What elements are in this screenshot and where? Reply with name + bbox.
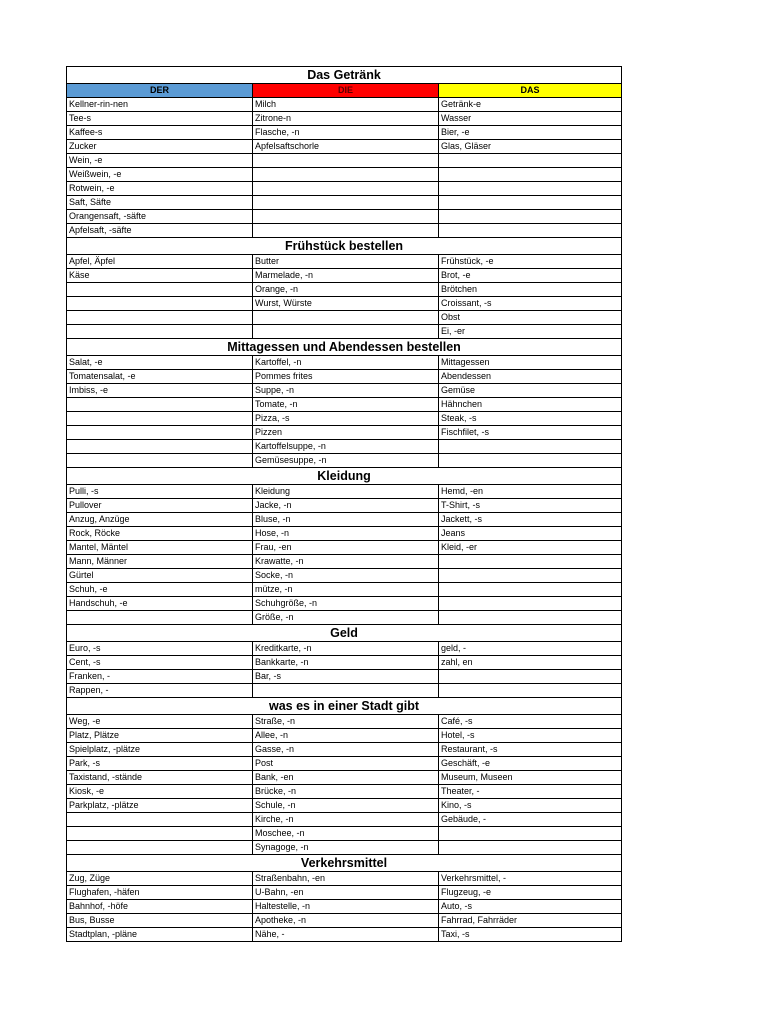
cell-das	[439, 224, 622, 238]
column-header-der: DER	[67, 84, 253, 98]
cell-das: Fahrrad, Fahrräder	[439, 914, 622, 928]
cell-das: Jeans	[439, 527, 622, 541]
cell-die: Krawatte, -n	[253, 555, 439, 569]
cell-die: Straßenbahn, -en	[253, 872, 439, 886]
cell-das: Wasser	[439, 112, 622, 126]
cell-die: Kartoffel, -n	[253, 356, 439, 370]
cell-der: Kaffee-s	[67, 126, 253, 140]
table-row	[67, 283, 622, 297]
table-row	[67, 311, 622, 325]
table-row	[67, 154, 622, 168]
cell-die: Bar, -s	[253, 670, 439, 684]
section-title-row	[67, 339, 622, 356]
cell-die: Bluse, -n	[253, 513, 439, 527]
cell-die: Suppe, -n	[253, 384, 439, 398]
cell-das: Obst	[439, 311, 622, 325]
cell-das: Gemüse	[439, 384, 622, 398]
cell-die: Milch	[253, 98, 439, 112]
section-title-row	[67, 698, 622, 715]
cell-das: T-Shirt, -s	[439, 499, 622, 513]
cell-das: Flugzeug, -e	[439, 886, 622, 900]
table-row	[67, 813, 622, 827]
cell-das	[439, 196, 622, 210]
cell-die: mütze, -n	[253, 583, 439, 597]
cell-die: Größe, -n	[253, 611, 439, 625]
cell-der: Rock, Röcke	[67, 527, 253, 541]
cell-die: Marmelade, -n	[253, 269, 439, 283]
table-row	[67, 454, 622, 468]
cell-die: Bankkarte, -n	[253, 656, 439, 670]
section-title: Mittagessen und Abendessen bestellen	[67, 339, 622, 356]
cell-das: Auto, -s	[439, 900, 622, 914]
table-row	[67, 757, 622, 771]
cell-die: Haltestelle, -n	[253, 900, 439, 914]
section-title-row	[67, 238, 622, 255]
cell-der: Wein, -e	[67, 154, 253, 168]
cell-der: Pullover	[67, 499, 253, 513]
cell-die: Apfelsaftschorle	[253, 140, 439, 154]
cell-das	[439, 611, 622, 625]
cell-der: Taxistand, -stände	[67, 771, 253, 785]
cell-die: Brücke, -n	[253, 785, 439, 799]
cell-der: Saft, Säfte	[67, 196, 253, 210]
table-row	[67, 325, 622, 339]
cell-das	[439, 597, 622, 611]
cell-der	[67, 283, 253, 297]
table-row	[67, 440, 622, 454]
section-title: Geld	[67, 625, 622, 642]
cell-das	[439, 583, 622, 597]
cell-die: Frau, -en	[253, 541, 439, 555]
table-row	[67, 583, 622, 597]
table-row	[67, 140, 622, 154]
table-row	[67, 541, 622, 555]
cell-das	[439, 684, 622, 698]
cell-der: Handschuh, -e	[67, 597, 253, 611]
table-row	[67, 886, 622, 900]
section-title-row	[67, 67, 622, 84]
cell-die: Straße, -n	[253, 715, 439, 729]
section-title-row	[67, 468, 622, 485]
cell-die: Butter	[253, 255, 439, 269]
table-row	[67, 684, 622, 698]
table-row	[67, 98, 622, 112]
cell-das	[439, 827, 622, 841]
column-header-die: DIE	[253, 84, 439, 98]
table-row	[67, 715, 622, 729]
cell-das	[439, 841, 622, 855]
cell-die: Post	[253, 757, 439, 771]
column-header-row	[67, 84, 622, 98]
cell-die: Nähe, -	[253, 928, 439, 942]
cell-der: Bus, Busse	[67, 914, 253, 928]
cell-der: Apfel, Äpfel	[67, 255, 253, 269]
cell-das: Hotel, -s	[439, 729, 622, 743]
cell-der	[67, 412, 253, 426]
cell-das: Fischfilet, -s	[439, 426, 622, 440]
section-title: Verkehrsmittel	[67, 855, 622, 872]
cell-die: Bank, -en	[253, 771, 439, 785]
table-row	[67, 729, 622, 743]
cell-das: geld, -	[439, 642, 622, 656]
table-row	[67, 485, 622, 499]
cell-das: zahl, en	[439, 656, 622, 670]
cell-die	[253, 325, 439, 339]
cell-die: Socke, -n	[253, 569, 439, 583]
cell-das: Jackett, -s	[439, 513, 622, 527]
table-row	[67, 611, 622, 625]
table-row	[67, 297, 622, 311]
cell-die: Gasse, -n	[253, 743, 439, 757]
cell-die: Schule, -n	[253, 799, 439, 813]
cell-die: Gemüsesuppe, -n	[253, 454, 439, 468]
table-row	[67, 914, 622, 928]
table-row	[67, 555, 622, 569]
cell-das: Brot, -e	[439, 269, 622, 283]
cell-der: Parkplatz, -plätze	[67, 799, 253, 813]
table-row	[67, 499, 622, 513]
cell-der: Park, -s	[67, 757, 253, 771]
table-row	[67, 569, 622, 583]
column-header-das: DAS	[439, 84, 622, 98]
cell-der	[67, 297, 253, 311]
cell-die: Kirche, -n	[253, 813, 439, 827]
cell-die	[253, 182, 439, 196]
cell-der	[67, 325, 253, 339]
table-row	[67, 513, 622, 527]
section-title: Kleidung	[67, 468, 622, 485]
cell-die: U-Bahn, -en	[253, 886, 439, 900]
cell-das: Taxi, -s	[439, 928, 622, 942]
cell-das: Theater, -	[439, 785, 622, 799]
cell-die: Moschee, -n	[253, 827, 439, 841]
cell-die: Apotheke, -n	[253, 914, 439, 928]
table-row	[67, 398, 622, 412]
table-row	[67, 771, 622, 785]
cell-der: Rotwein, -e	[67, 182, 253, 196]
cell-der: Schuh, -e	[67, 583, 253, 597]
cell-das	[439, 182, 622, 196]
cell-die	[253, 311, 439, 325]
cell-der	[67, 813, 253, 827]
cell-die: Jacke, -n	[253, 499, 439, 513]
table-row	[67, 412, 622, 426]
cell-die: Synagoge, -n	[253, 841, 439, 855]
cell-der: Zucker	[67, 140, 253, 154]
cell-der: Käse	[67, 269, 253, 283]
cell-die: Tomate, -n	[253, 398, 439, 412]
cell-der: Weg, -e	[67, 715, 253, 729]
table-row	[67, 597, 622, 611]
cell-der: Apfelsaft, -säfte	[67, 224, 253, 238]
cell-das	[439, 670, 622, 684]
cell-der: Kiosk, -e	[67, 785, 253, 799]
cell-der: Zug, Züge	[67, 872, 253, 886]
cell-der: Mantel, Mäntel	[67, 541, 253, 555]
cell-der: Tee-s	[67, 112, 253, 126]
cell-das: Hemd, -en	[439, 485, 622, 499]
section-title: was es in einer Stadt gibt	[67, 698, 622, 715]
table-row	[67, 196, 622, 210]
table-row	[67, 269, 622, 283]
cell-das: Museum, Museen	[439, 771, 622, 785]
cell-das: Café, -s	[439, 715, 622, 729]
cell-die: Allee, -n	[253, 729, 439, 743]
cell-der	[67, 426, 253, 440]
cell-das: Steak, -s	[439, 412, 622, 426]
cell-die	[253, 684, 439, 698]
cell-der	[67, 454, 253, 468]
cell-die: Pizza, -s	[253, 412, 439, 426]
table-row	[67, 112, 622, 126]
cell-die	[253, 210, 439, 224]
cell-das: Verkehrsmittel, -	[439, 872, 622, 886]
cell-die: Pommes frites	[253, 370, 439, 384]
cell-der: Franken, -	[67, 670, 253, 684]
cell-das: Abendessen	[439, 370, 622, 384]
cell-der: Weißwein, -e	[67, 168, 253, 182]
cell-das	[439, 154, 622, 168]
cell-der	[67, 841, 253, 855]
cell-die: Hose, -n	[253, 527, 439, 541]
cell-der	[67, 311, 253, 325]
cell-der: Platz, Plätze	[67, 729, 253, 743]
cell-die: Wurst, Würste	[253, 297, 439, 311]
table-row	[67, 527, 622, 541]
cell-das	[439, 569, 622, 583]
cell-der: Stadtplan, -pläne	[67, 928, 253, 942]
cell-der: Tomatensalat, -e	[67, 370, 253, 384]
cell-das: Kleid, -er	[439, 541, 622, 555]
table-row	[67, 224, 622, 238]
cell-das: Kino, -s	[439, 799, 622, 813]
cell-das: Glas, Gläser	[439, 140, 622, 154]
table-row	[67, 743, 622, 757]
cell-die: Zitrone-n	[253, 112, 439, 126]
cell-der	[67, 440, 253, 454]
table-row	[67, 642, 622, 656]
table-row	[67, 255, 622, 269]
cell-das	[439, 210, 622, 224]
cell-das: Gebäude, -	[439, 813, 622, 827]
cell-der: Pulli, -s	[67, 485, 253, 499]
section-title-row	[67, 855, 622, 872]
table-row	[67, 356, 622, 370]
cell-das: Brötchen	[439, 283, 622, 297]
cell-die: Orange, -n	[253, 283, 439, 297]
cell-der: Flughafen, -häfen	[67, 886, 253, 900]
cell-der: Spielplatz, -plätze	[67, 743, 253, 757]
cell-der	[67, 827, 253, 841]
cell-der	[67, 611, 253, 625]
table-row	[67, 670, 622, 684]
cell-die: Kleidung	[253, 485, 439, 499]
cell-die	[253, 154, 439, 168]
cell-das: Ei, -er	[439, 325, 622, 339]
cell-das: Frühstück, -e	[439, 255, 622, 269]
cell-der: Bahnhof, -höfe	[67, 900, 253, 914]
cell-das: Getränk-e	[439, 98, 622, 112]
cell-das: Croissant, -s	[439, 297, 622, 311]
table-row	[67, 900, 622, 914]
cell-das	[439, 440, 622, 454]
section-title-row	[67, 625, 622, 642]
table-row	[67, 827, 622, 841]
table-row	[67, 872, 622, 886]
table-row	[67, 928, 622, 942]
cell-das: Restaurant, -s	[439, 743, 622, 757]
cell-das: Mittagessen	[439, 356, 622, 370]
table-row	[67, 426, 622, 440]
cell-die: Pizzen	[253, 426, 439, 440]
cell-das	[439, 168, 622, 182]
cell-die: Schuhgröße, -n	[253, 597, 439, 611]
cell-die: Kreditkarte, -n	[253, 642, 439, 656]
section-title: Das Getränk	[67, 67, 622, 84]
table-row	[67, 785, 622, 799]
table-row	[67, 841, 622, 855]
cell-der: Rappen, -	[67, 684, 253, 698]
cell-der: Imbiss, -e	[67, 384, 253, 398]
table-row	[67, 182, 622, 196]
cell-die	[253, 168, 439, 182]
table-row	[67, 210, 622, 224]
table-row	[67, 126, 622, 140]
cell-der: Anzug, Anzüge	[67, 513, 253, 527]
cell-der: Euro, -s	[67, 642, 253, 656]
cell-die: Flasche, -n	[253, 126, 439, 140]
cell-das: Bier, -e	[439, 126, 622, 140]
cell-der: Gürtel	[67, 569, 253, 583]
cell-die	[253, 224, 439, 238]
table-row	[67, 168, 622, 182]
cell-das	[439, 454, 622, 468]
cell-der	[67, 398, 253, 412]
cell-der: Mann, Männer	[67, 555, 253, 569]
table-row	[67, 656, 622, 670]
cell-der: Orangensaft, -säfte	[67, 210, 253, 224]
cell-das: Hähnchen	[439, 398, 622, 412]
cell-das	[439, 555, 622, 569]
section-title: Frühstück bestellen	[67, 238, 622, 255]
cell-der: Kellner-rin-nen	[67, 98, 253, 112]
table-row	[67, 384, 622, 398]
cell-die: Kartoffelsuppe, -n	[253, 440, 439, 454]
cell-der: Salat, -e	[67, 356, 253, 370]
table-row	[67, 370, 622, 384]
cell-der: Cent, -s	[67, 656, 253, 670]
cell-das: Geschäft, -e	[439, 757, 622, 771]
cell-die	[253, 196, 439, 210]
vocabulary-table	[66, 66, 622, 942]
table-row	[67, 799, 622, 813]
vocabulary-table-body	[67, 67, 622, 942]
